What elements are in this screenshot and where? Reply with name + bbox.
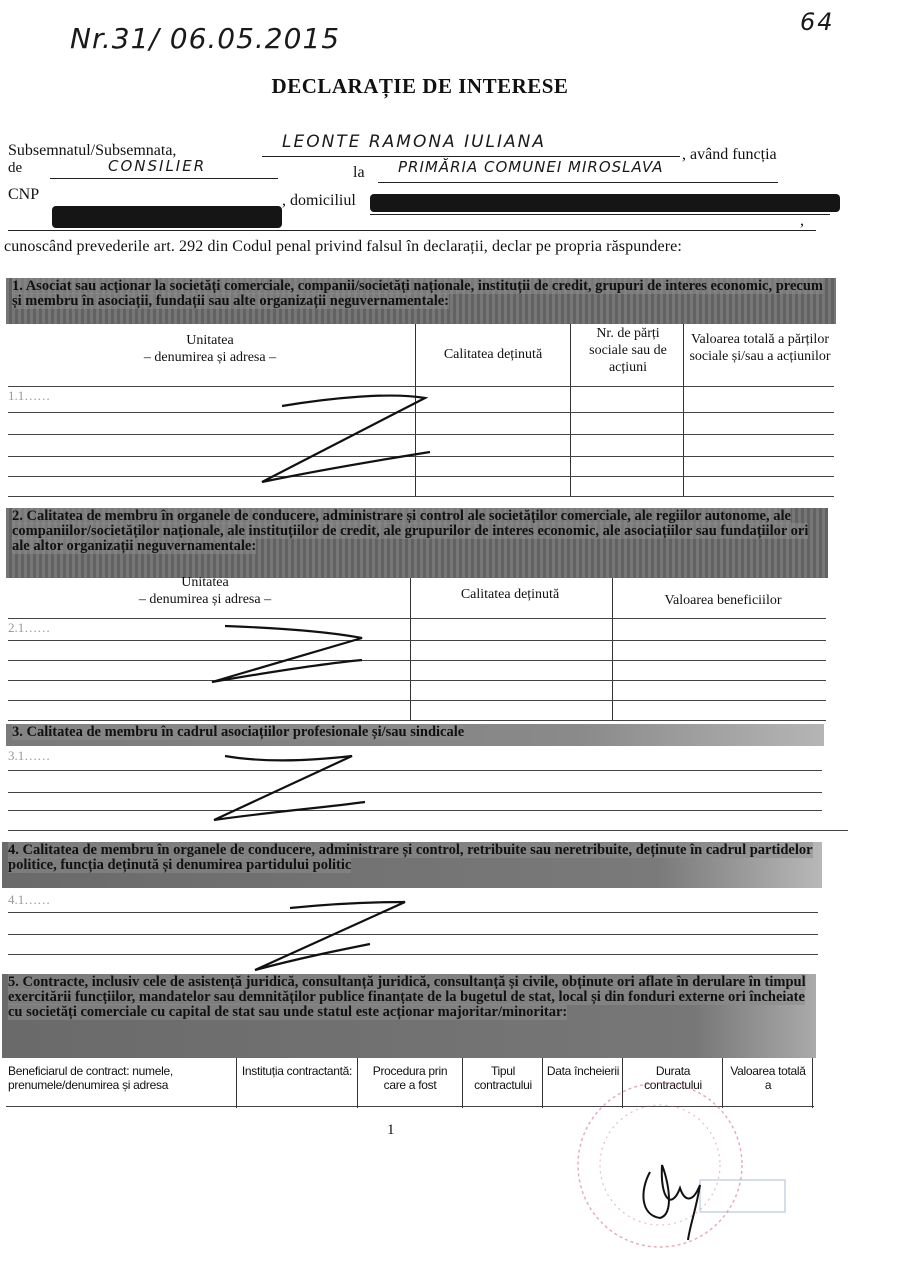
section4-heading: 4. Calitatea de membru în organele de conducere, administrare și control, retribuite sau neretribuite, deținute în cadrul partidelor politice, funcția deținută și denumirea partidului politic <box>2 842 822 888</box>
section5-heading: 5. Contracte, inclusiv cele de asistență juridică, consultanță juridică, consultanță și civile, obținute ori aflate în derulare în timpul exercitării funcțiilor, mandatelor sau demnităților publice finanțate de la bugetul de stat, local și din fonduri externe ori încheiate cu societăți comerciale cu capital de stat sau unde statul este acționar majoritar/minoritar: <box>2 974 816 1058</box>
page-corner-number: 64 <box>800 8 835 36</box>
s5-col-procedura: Procedura prin care a fost <box>372 1064 448 1092</box>
s2-col-calitatea: Calitatea deținută <box>460 587 560 602</box>
trailing-comma: , <box>800 212 804 229</box>
s1-col-unitatea: Unitatea – denumirea și adresa – <box>143 333 277 365</box>
section1-heading: 1. Asociat sau acționar la societăți comerciale, companii/societăți naționale, instituții de credit, grupuri de interes economic, precum și membru în asociații, fundații sau alte organizații neguvernamentale: <box>6 278 836 324</box>
s4-first-row: 4.1…… <box>8 892 51 907</box>
s5-col-data: Data încheierii <box>546 1064 620 1078</box>
s1-col-valoare: Valoarea totală a părților sociale și/sau a acțiunilor <box>689 332 831 364</box>
s2-col-unitatea: Unitatea – denumirea și adresa – <box>138 575 272 607</box>
s5-col-institutia: Instituția contractantă: <box>241 1064 353 1078</box>
function-value: CONSILIER <box>108 157 207 175</box>
s3-first-row: 3.1…… <box>8 748 51 763</box>
subsemnatul-label: Subsemnatul/Subsemnata, <box>8 142 177 159</box>
page-number: 1 <box>387 1122 395 1138</box>
cnp-label: CNP <box>8 186 40 203</box>
section2-heading: 2. Calitatea de membru în organele de conducere, administrare și control ale societăților comerciale, ale regiilor autonome, ale companiilor/societăților naționale, ale instituțiilor de credit, ale grupurilor de interes economic, ale asociațiilor sau fundațiilor ori ale altor organizații neguvernamentale: <box>6 508 828 578</box>
la-label: la <box>353 164 365 181</box>
name-value: LEONTE RAMONA IULIANA <box>282 132 546 152</box>
s1-first-row: 1.1…… <box>8 388 51 403</box>
institution-value: PRIMĂRIA COMUNEI MIROSLAVA <box>398 158 664 176</box>
s2-col-valoare: Valoarea beneficiilor <box>664 593 782 608</box>
de-label: de <box>8 160 23 176</box>
domiciliul-label: , domiciliul <box>282 192 356 209</box>
avand-functia-label: , având funcția <box>682 146 777 163</box>
s2-first-row: 2.1…… <box>8 620 51 635</box>
s1-col-parti: Nr. de părți sociale sau de acțiuni <box>589 326 667 375</box>
s5-col-durata: Durata contractului <box>644 1064 702 1092</box>
s5-col-tipul: Tipul contractului <box>474 1064 532 1092</box>
s5-col-beneficiar: Beneficiarul de contract: numele, prenumele/denumirea și adresa <box>8 1064 173 1092</box>
s1-col-calitatea: Calitatea deținută <box>443 347 543 362</box>
registration-number: Nr.31/ 06.05.2015 <box>70 22 341 55</box>
s5-col-valoarea: Valoarea totală a <box>730 1064 806 1092</box>
section3-heading: 3. Calitatea de membru în cadrul asociațiilor profesionale și/sau sindicale <box>6 724 824 746</box>
declaration-text: cunoscând prevederile art. 292 din Codul penal privind falsul în declarații, declar pe propria răspundere: <box>4 238 682 255</box>
page-title: DECLARAȚIE DE INTERESE <box>271 74 569 98</box>
